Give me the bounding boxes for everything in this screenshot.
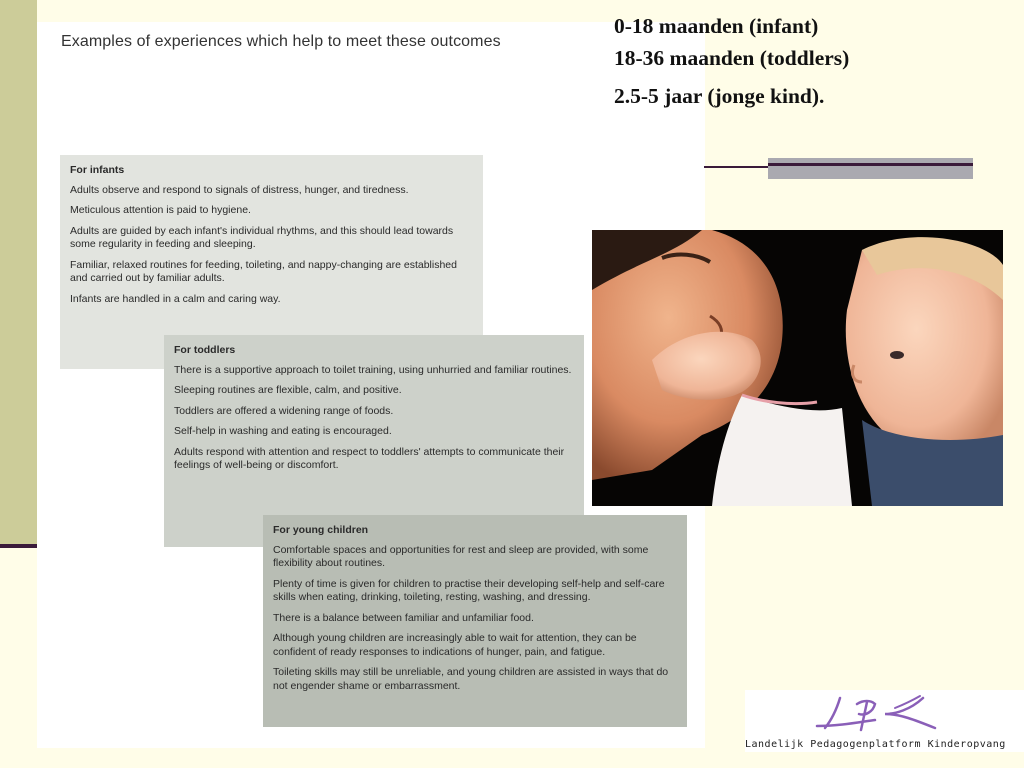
list-item: Infants are handled in a calm and caring way. [70, 292, 281, 305]
divider-block [768, 158, 973, 179]
left-accent-rule [0, 544, 40, 548]
list-item: Comfortable spaces and opportunities for rest and sleep are provided, with some flexibility about routines. [273, 543, 649, 569]
list-item: Sleeping routines are flexible, calm, and positive. [174, 384, 402, 396]
divider-block-rule [768, 163, 973, 166]
list-item: Familiar, relaxed routines for feeding, toileting, and nappy-changing are established and carried out by familiar adults. [70, 258, 457, 284]
left-accent-bar [0, 0, 37, 544]
young-children-box [263, 515, 687, 727]
heading-young-child: 2.5-5 jaar (jonge kind). [614, 84, 825, 108]
organization-logo [745, 690, 1024, 752]
infants-heading: For infants [70, 164, 125, 176]
divider-rule [704, 166, 770, 168]
list-item: Adults are guided by each infant's individual rhythms, and this should lead towards some regularity in feeding and sleeping. [70, 224, 454, 250]
lpk-logo-icon [745, 690, 1024, 736]
list-item: Toddlers are offered a widening range of foods. [174, 404, 394, 417]
list-item: Although young children are increasingly able to wait for attention, they can be confident of ready responses to indications of hunger, pain, and fatigue. [273, 632, 637, 658]
document-title: Examples of experiences which help to meet these outcomes [61, 33, 501, 50]
heading-toddlers: 18-36 maanden (toddlers) [614, 46, 850, 70]
list-item: Toileting skills may still be unreliable, and young children are assisted in ways that do not engender shame or embarrassment. [273, 666, 669, 692]
young-children-heading: For young children [273, 524, 369, 536]
toddlers-heading: For toddlers [174, 344, 236, 356]
parent-baby-photo [592, 230, 1003, 506]
list-item: Adults respond with attention and respect to toddlers' attempts to communicate their feelings of well-being or discomfort. [174, 445, 565, 471]
list-item: Plenty of time is given for children to practise their developing self-help and self-care skills when eating, drinking, toileting, resting, washing, and dressing. [273, 577, 665, 603]
age-group-headings [614, 10, 849, 112]
heading-infant: 0-18 maanden (infant) [614, 14, 819, 38]
list-item: There is a balance between familiar and unfamiliar food. [273, 611, 534, 624]
list-item: Self-help in washing and eating is encouraged. [174, 425, 392, 437]
list-item: There is a supportive approach to toilet training, using unhurried and familiar routines. [174, 363, 572, 376]
logo-text: Landelijk Pedagogenplatform Kinderopvang [745, 739, 1006, 750]
list-item: Meticulous attention is paid to hygiene. [70, 204, 251, 216]
list-item: Adults observe and respond to signals of distress, hunger, and tiredness. [70, 183, 409, 196]
